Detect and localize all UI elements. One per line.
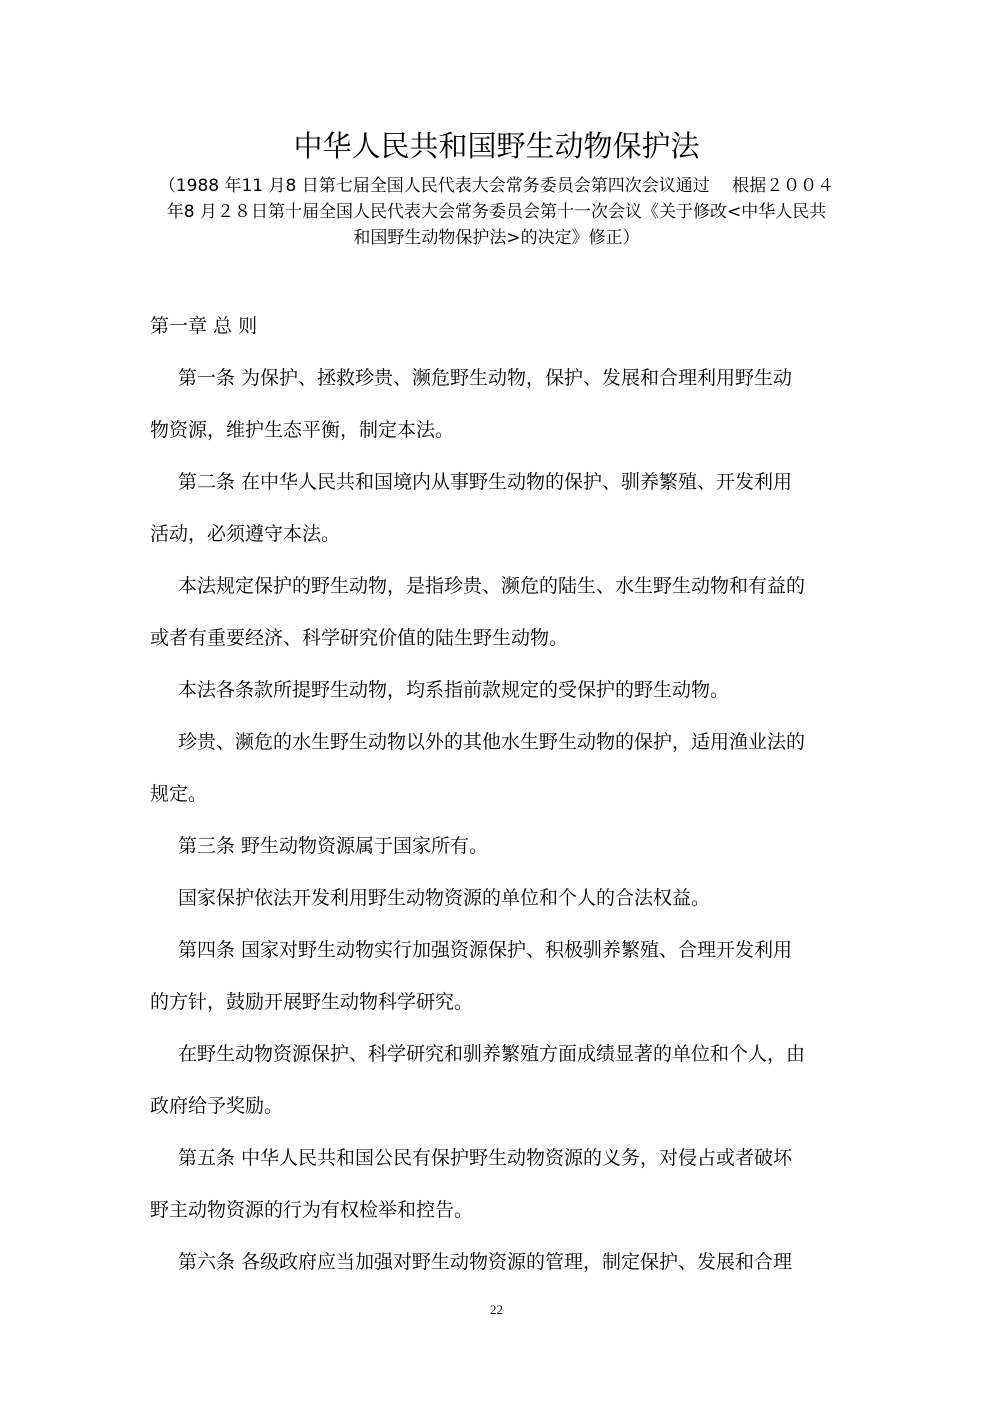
body-text-line: 第六条 各级政府应当加强对野生动物资源的管理，制定保护、发展和合理	[178, 1251, 793, 1273]
body-text-line: 的方针，鼓励开展野生动物科学研究。	[150, 991, 474, 1013]
body-text-line: 野主动物资源的行为有权检举和控告。	[150, 1199, 474, 1221]
body-text-line: 第五条 中华人民共和国公民有保护野生动物资源的义务，对侵占或者破坏	[178, 1147, 793, 1169]
body-text-line: 规定。	[150, 783, 208, 805]
revision-note-line: 和国野生动物保护法>的决定》修正）	[353, 228, 640, 248]
body-text-line: 第一条 为保护、拯救珍贵、濒危野生动物，保护、发展和合理利用野生动	[178, 367, 793, 389]
body-text-line: 本法各条款所提野生动物，均系指前款规定的受保护的野生动物。	[178, 679, 730, 701]
revision-note-line: （1988 年11 月8 日第七届全国人民代表大会常务委员会第四次会议通过 根据２００４	[158, 176, 835, 196]
revision-note-line: 年8 月２８日第十届全国人民代表大会常务委员会第十一次会议《关于修改<中华人民共	[166, 202, 827, 222]
document-title: 中华人民共和国野生动物保护法	[293, 129, 700, 163]
chapter-heading: 第一章 总 则	[150, 315, 258, 337]
page-number: 22	[490, 1302, 503, 1317]
body-text-line: 政府给予奖励。	[150, 1095, 284, 1117]
body-text-line: 本法规定保护的野生动物，是指珍贵、濒危的陆生、水生野生动物和有益的	[178, 575, 806, 597]
body-text-line: 在野生动物资源保护、科学研究和驯养繁殖方面成绩显著的单位和个人，由	[178, 1043, 806, 1065]
body-text-line: 珍贵、濒危的水生野生动物以外的其他水生野生动物的保护，适用渔业法的	[178, 731, 806, 753]
body-text-line: 第二条 在中华人民共和国境内从事野生动物的保护、驯养繁殖、开发利用	[178, 471, 793, 493]
body-text-line: 第三条 野生动物资源属于国家所有。	[178, 835, 489, 857]
body-text-line: 活动，必须遵守本法。	[150, 523, 341, 545]
body-text-line: 或者有重要经济、科学研究价值的陆生野生动物。	[150, 627, 569, 649]
body-text-line: 第四条 国家对野生动物实行加强资源保护、积极驯养繁殖、合理开发利用	[178, 939, 793, 961]
body-text-line: 国家保护依法开发利用野生动物资源的单位和个人的合法权益。	[178, 887, 711, 909]
body-text-line: 物资源，维护生态平衡，制定本法。	[150, 419, 455, 441]
